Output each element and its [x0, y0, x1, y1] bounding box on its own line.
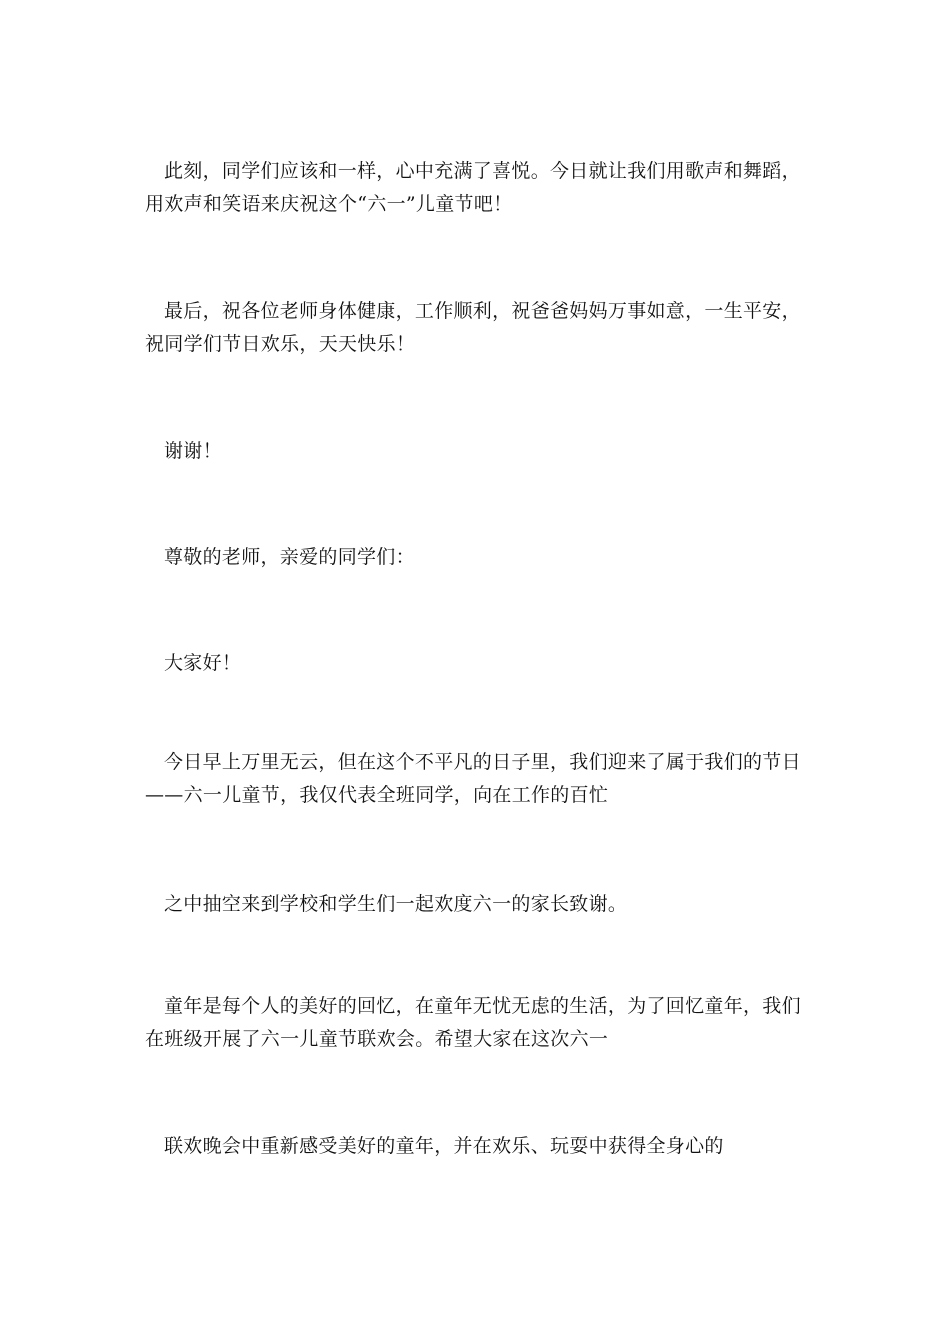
paragraph-line: ——六一儿童节，我仅代表全班同学，向在工作的百忙 [145, 784, 609, 806]
paragraph-wishes [145, 295, 810, 361]
paragraph-greeting [145, 647, 810, 680]
paragraph-line: 今日早上万里无云，但在这个不平凡的日子里，我们迎来了属于我们的节日 [164, 751, 801, 773]
paragraph-line: 用欢声和笑语来庆祝这个“六一”儿童节吧！ [145, 193, 513, 215]
paragraph-line: 此刻，同学们应该和一样，心中充满了喜悦。今日就让我们用歌声和舞蹈， [164, 160, 801, 182]
paragraph-celebrate [145, 155, 810, 221]
paragraph-line: 在班级开展了六一儿童节联欢会。希望大家在这次六一 [145, 1028, 609, 1050]
paragraph-line: 最后，祝各位老师身体健康，工作顺利，祝爸爸妈妈万事如意，一生平安， [164, 300, 801, 322]
paragraph-parents-thanks [145, 888, 810, 921]
paragraph-thanks [145, 435, 810, 468]
paragraph-intro [145, 746, 810, 812]
paragraph-line: 之中抽空来到学校和学生们一起欢度六一的家长致谢。 [164, 893, 628, 915]
paragraph-line: 祝同学们节日欢乐，天天快乐！ [145, 333, 416, 355]
paragraph-line: 尊敬的老师，亲爱的同学们： [164, 546, 415, 568]
paragraph-line: 大家好！ [164, 652, 242, 674]
paragraph-line: 谢谢！ [164, 440, 222, 462]
paragraph-party [145, 1130, 810, 1163]
paragraph-line: 联欢晚会中重新感受美好的童年，并在欢乐、玩耍中获得全身心的 [164, 1135, 724, 1157]
paragraph-salutation [145, 541, 810, 574]
paragraph-line: 童年是每个人的美好的回忆，在童年无忧无虑的生活，为了回忆童年，我们 [164, 995, 801, 1017]
paragraph-childhood [145, 990, 810, 1056]
